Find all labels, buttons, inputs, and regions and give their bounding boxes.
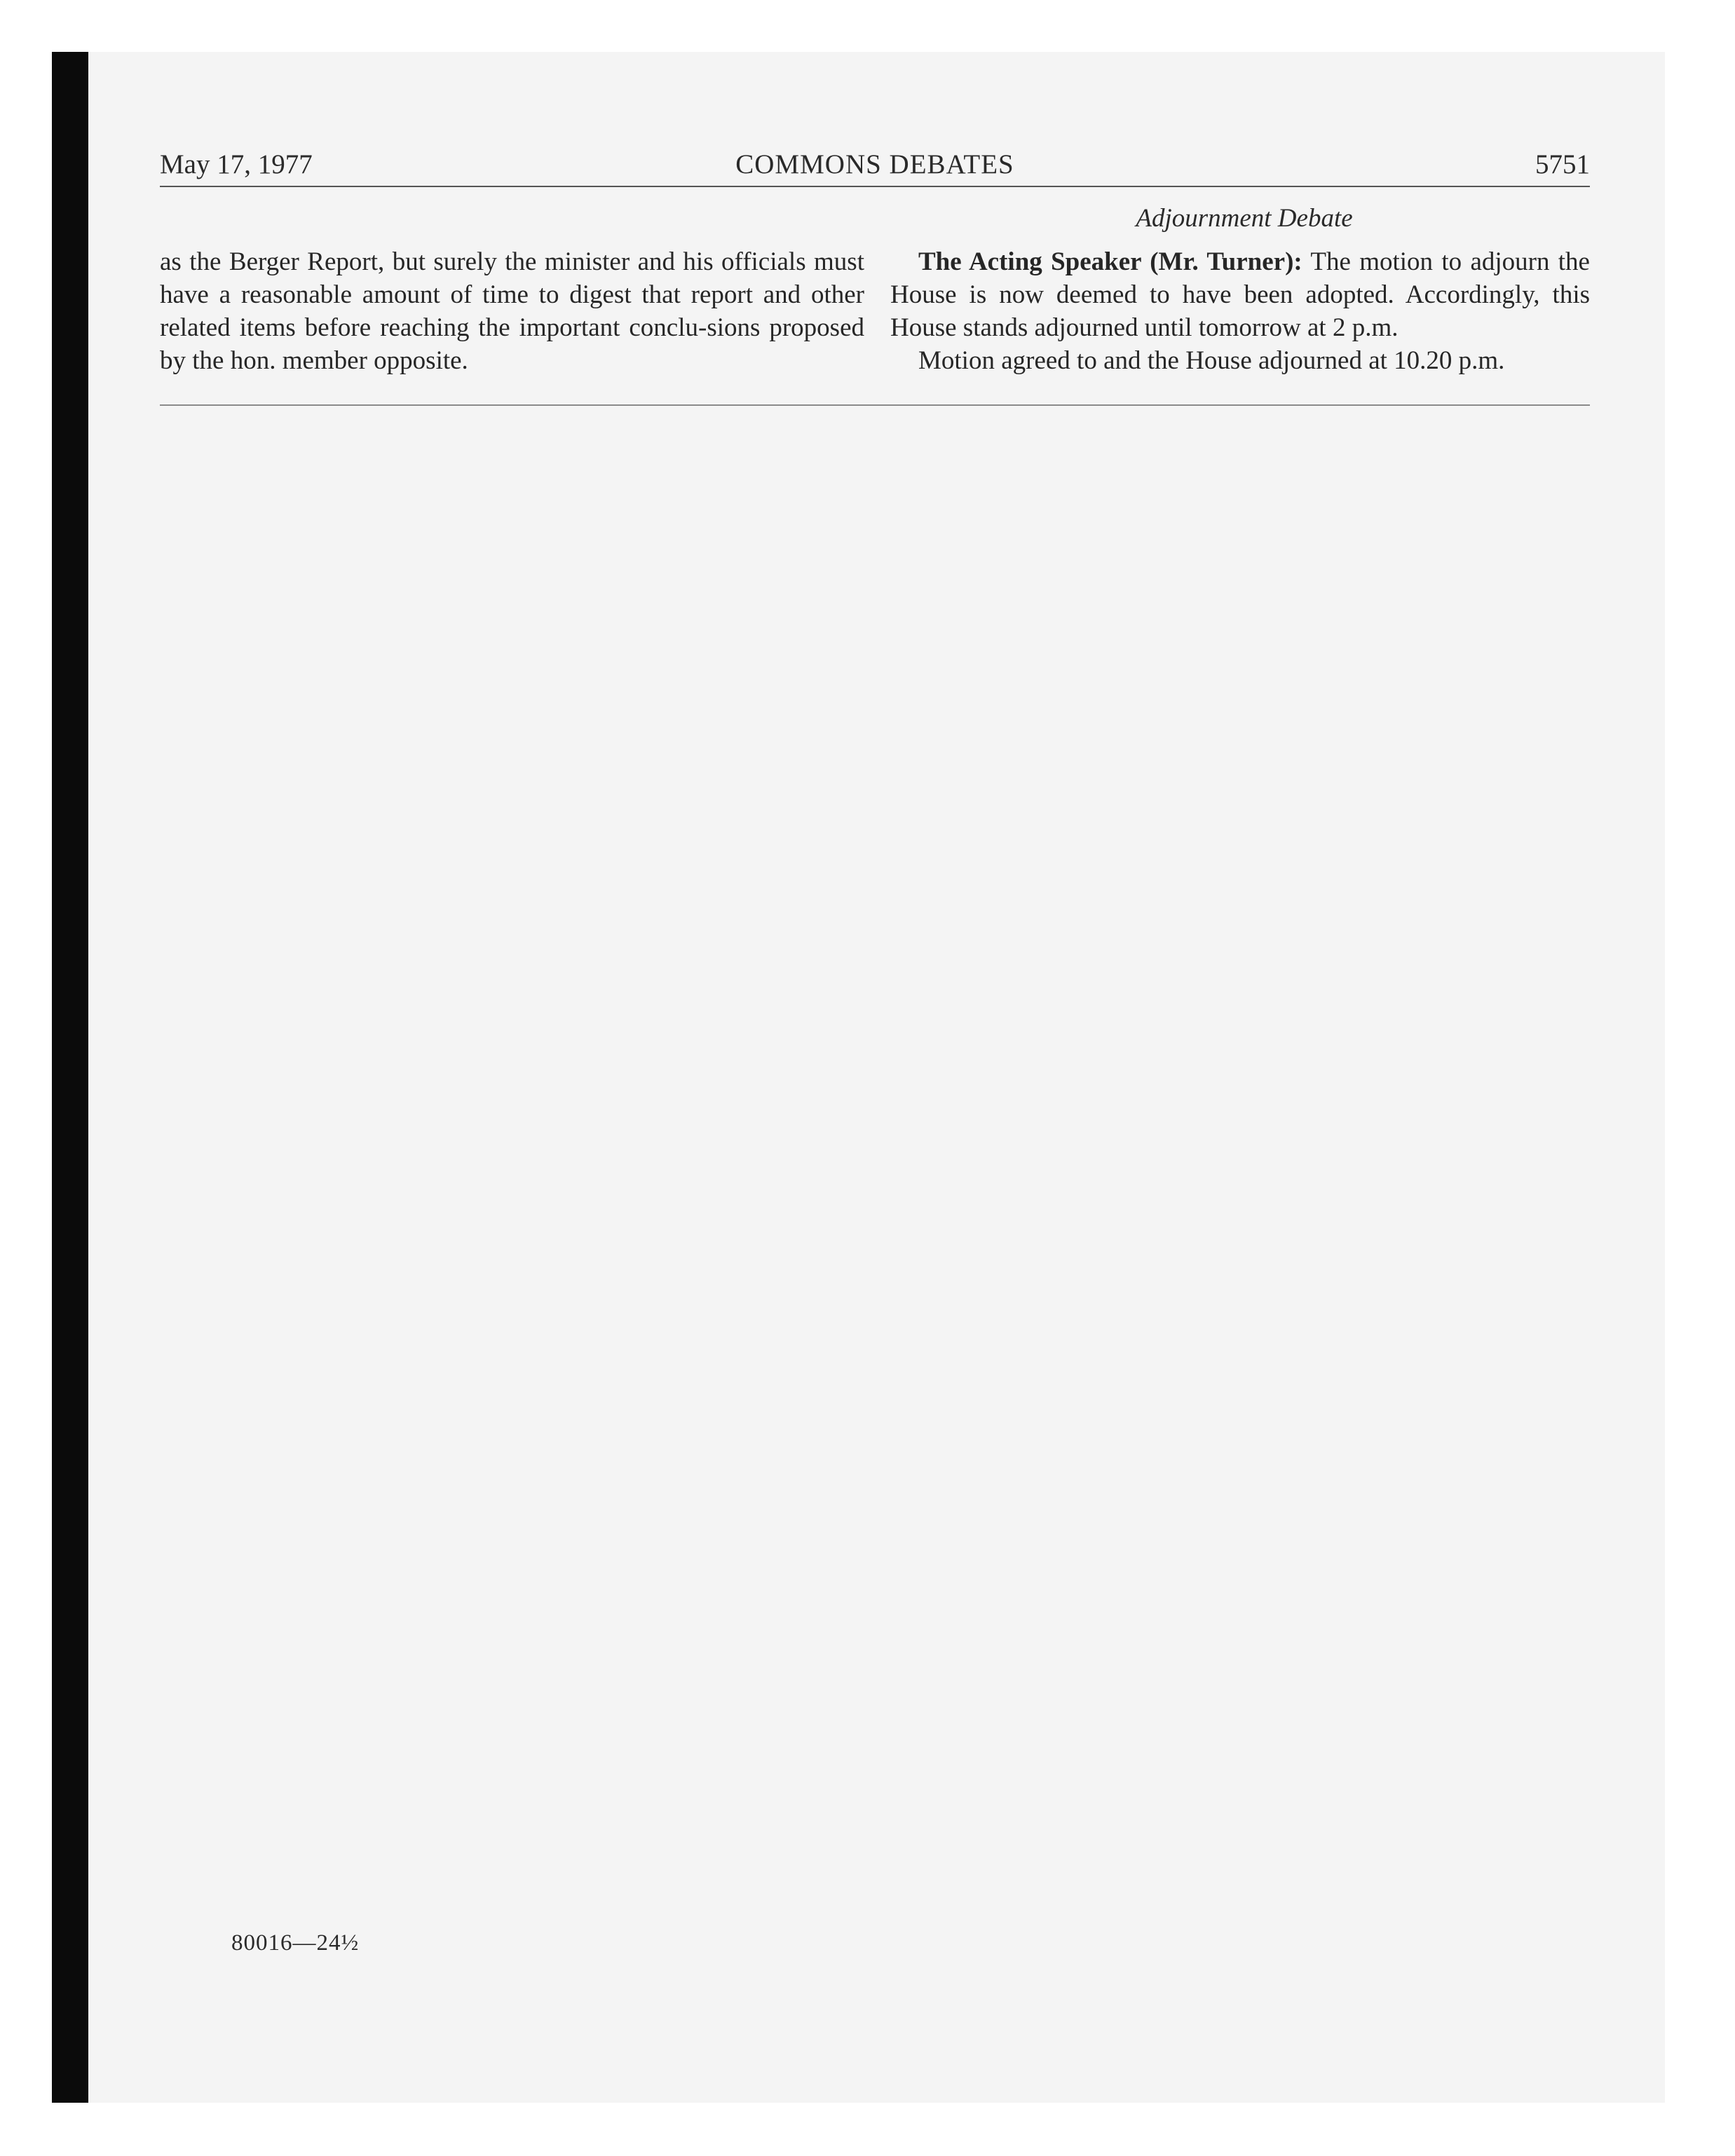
closing-paragraph: Motion agreed to and the House adjourned at 10.20 p.m. [918, 346, 1505, 375]
binding-edge [52, 52, 88, 2103]
speaker-name: The Acting Speaker (Mr. Turner): [918, 247, 1302, 276]
speaker-speech: The motion to adjourn the House is now deemed to have been adopted. Accordingly, this House stands adjourned until tomorrow at 2 p.m. [890, 247, 1590, 342]
right-column [890, 245, 1590, 377]
section-end-rule [160, 404, 1590, 406]
footer-code: 80016—24½ [231, 1930, 360, 1956]
running-title: Adjournment Debate [1136, 204, 1353, 233]
left-column [160, 245, 864, 377]
header-page-number: 5751 [1535, 149, 1590, 179]
header-rule [160, 186, 1590, 187]
speaker-paragraph [890, 245, 1590, 344]
page-header [160, 149, 1590, 188]
header-date: May 17, 1977 [160, 149, 313, 179]
header-publication: COMMONS DEBATES [735, 149, 1014, 179]
left-column-paragraph: as the Berger Report, but surely the minister and his officials must have a reasonable amount of time to digest that report and other related items before reaching the important conclu-sions proposed by the hon. member opposite. [160, 247, 864, 375]
